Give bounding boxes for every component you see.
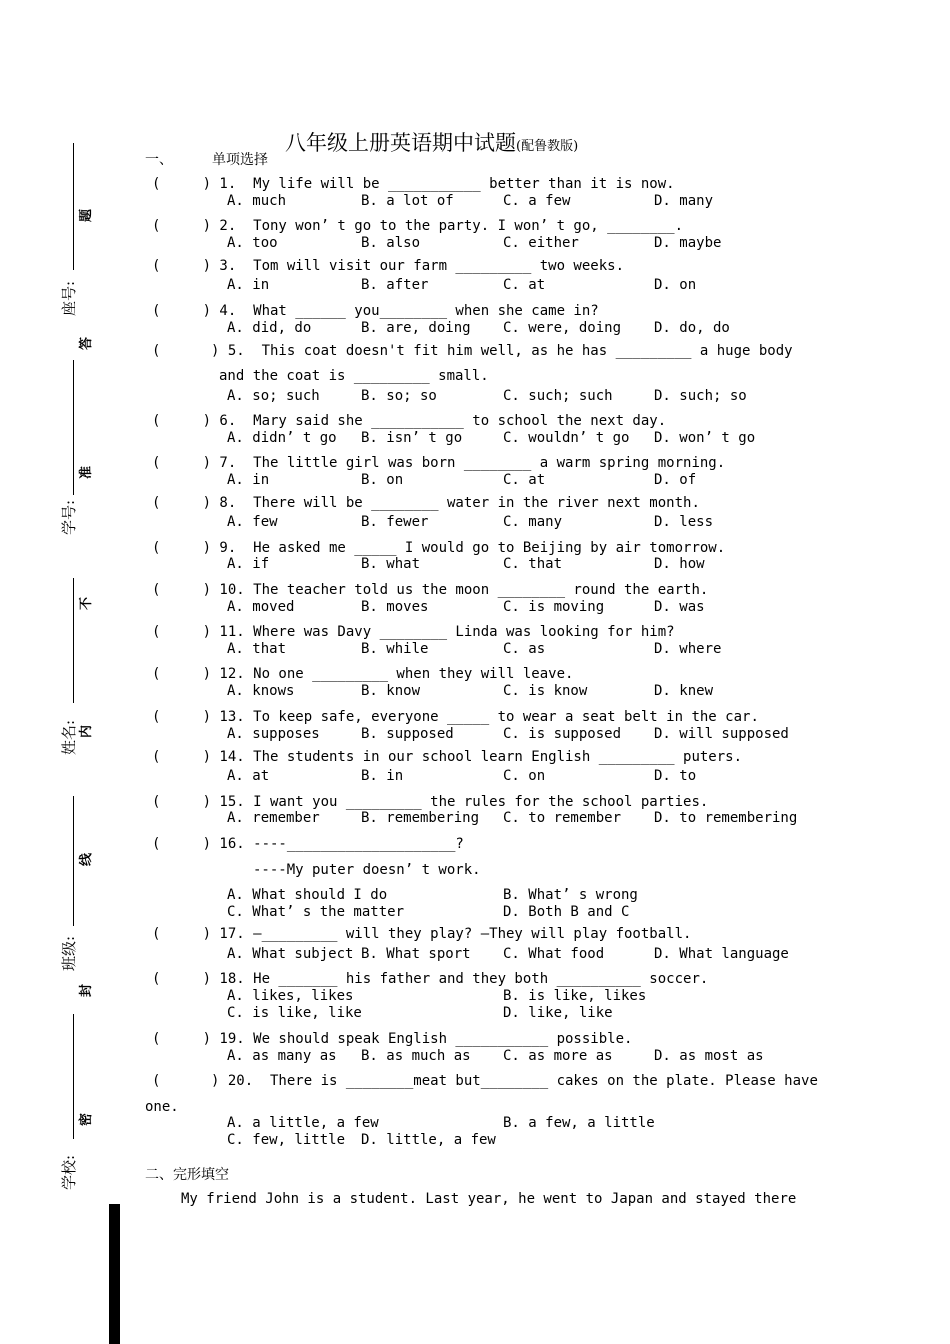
question-stem: ( ) 7. The little girl was born ________ a warm spring morning. [152, 455, 726, 471]
answer-option: A. What subject [227, 946, 354, 962]
answer-option: C. wouldn’ t go [503, 430, 630, 446]
section-two-title: 二、完形填空 [145, 1167, 229, 1183]
answer-option: D. Both B and C [503, 904, 630, 920]
answer-option: D. how [654, 556, 705, 572]
answer-option: C. What food [503, 946, 605, 962]
question-stem-continued: and the coat is _________ small. [219, 368, 489, 384]
question-stem: ( ) 13. To keep safe, everyone _____ to wear a seat belt in the car. [152, 709, 759, 725]
answer-option: B. what [361, 556, 421, 572]
title-main: 八年级上册英语期中试题 [285, 131, 516, 155]
answer-option: B. on [361, 472, 404, 488]
question-stem: ( ) 15. I want you _________ the rules for the school parties. [152, 794, 709, 810]
answer-option: C. is supposed [503, 726, 622, 742]
answer-option: A. much [227, 193, 287, 209]
answer-option: C. at [503, 472, 546, 488]
answer-option: C. to remember [503, 810, 622, 826]
answer-option: D. will supposed [654, 726, 789, 742]
question-stem: ( ) 4. What ______ you________ when she came in? [152, 303, 599, 319]
question-stem: ( ) 2. Tony won’ t go to the party. I won’ t go, ________. [152, 218, 684, 234]
answer-option: A. did, do [227, 320, 312, 336]
answer-option: B. a lot of [361, 193, 454, 209]
answer-option: C. as [503, 641, 546, 657]
seal-char: 封 [79, 983, 95, 998]
question-stem-continued: one. [145, 1099, 179, 1115]
answer-option: B. know [361, 683, 421, 699]
school-label: 学校: [60, 1154, 78, 1190]
answer-option: A. too [227, 235, 278, 251]
black-edge-bar [109, 1204, 120, 1344]
seal-char: 准 [79, 465, 95, 480]
answer-option: D. to remembering [654, 810, 798, 826]
answer-option: D. where [654, 641, 722, 657]
question-stem: ( ) 10. The teacher told us the moon ________ round the earth. [152, 582, 709, 598]
answer-option: A. a little, a few [227, 1115, 379, 1131]
cloze-passage-start: My friend John is a student. Last year, he went to Japan and stayed there [181, 1191, 797, 1207]
answer-option: C. on [503, 768, 546, 784]
question-stem: ( ) 16. ----____________________? [152, 836, 464, 852]
answer-option: B. isn’ t go [361, 430, 463, 446]
answer-option: A. so; such [227, 388, 320, 404]
question-stem: ( ) 3. Tom will visit our farm _________ two weeks. [152, 258, 625, 274]
question-stem: ( ) 6. Mary said she ___________ to school the next day. [152, 413, 667, 429]
seal-char: 答 [79, 336, 95, 351]
answer-option: A. in [227, 472, 270, 488]
answer-option: C. as more as [503, 1048, 613, 1064]
seal-char: 内 [79, 724, 95, 739]
question-stem: ( ) 5. This coat doesn't fit him well, as he has _________ a huge body [152, 343, 793, 359]
question-stem: ( ) 20. There is ________meat but________ cakes on the plate. Please have [152, 1073, 818, 1089]
answer-option: A. as many as [227, 1048, 337, 1064]
answer-option: C. many [503, 514, 563, 530]
answer-option: B. in [361, 768, 404, 784]
answer-option: B. are, doing [361, 320, 471, 336]
page-title [285, 127, 578, 157]
question-stem: ( ) 8. There will be ________ water in the river next month. [152, 495, 700, 511]
section-one-number: 一、 [145, 152, 173, 168]
answer-option: D. What language [654, 946, 789, 962]
answer-option: D. such; so [654, 388, 747, 404]
answer-option: C. that [503, 556, 563, 572]
answer-option: B. while [361, 641, 429, 657]
question-stem: ( ) 19. We should speak English ___________ possible. [152, 1031, 633, 1047]
answer-option: A. few [227, 514, 278, 530]
answer-option: B. so; so [361, 388, 437, 404]
answer-option: B. a few, a little [503, 1115, 655, 1131]
seal-char: 线 [79, 852, 95, 867]
answer-option: B. supposed [361, 726, 454, 742]
answer-option: A. remember [227, 810, 320, 826]
answer-option: A. knows [227, 683, 295, 699]
answer-option: C. at [503, 277, 546, 293]
question-stem: ( ) 1. My life will be ___________ better than it is now. [152, 176, 675, 192]
margin-line [73, 796, 74, 926]
student-id-label: 学号: [60, 499, 78, 535]
answer-option: C. is know [503, 683, 588, 699]
answer-option: C. a few [503, 193, 571, 209]
answer-option: D. maybe [654, 235, 722, 251]
answer-option: D. little, a few [361, 1132, 496, 1148]
question-stem: ( ) 12. No one _________ when they will leave. [152, 666, 574, 682]
answer-option: D. less [654, 514, 714, 530]
answer-option: A. moved [227, 599, 295, 615]
seal-char: 题 [79, 208, 95, 223]
name-label: 姓名: [60, 719, 78, 755]
answer-option: D. many [654, 193, 714, 209]
answer-option: A. What should I do [227, 887, 388, 903]
answer-option: D. of [654, 472, 697, 488]
seal-char: 不 [79, 596, 95, 611]
answer-option: D. knew [654, 683, 714, 699]
answer-option: C. either [503, 235, 579, 251]
answer-option: A. if [227, 556, 270, 572]
answer-option: A. didn’ t go [227, 430, 337, 446]
section-one-title: 单项选择 [212, 152, 268, 168]
margin-line [73, 143, 74, 270]
answer-option: B. after [361, 277, 429, 293]
answer-option: A. likes, likes [227, 988, 354, 1004]
answer-option: B. fewer [361, 514, 429, 530]
answer-option: B. What sport [361, 946, 471, 962]
answer-option: C. were, doing [503, 320, 622, 336]
question-stem: ( ) 9. He asked me _____ I would go to Beijing by air tomorrow. [152, 540, 726, 556]
answer-option: D. on [654, 277, 697, 293]
answer-option: D. won’ t go [654, 430, 756, 446]
answer-option: A. that [227, 641, 287, 657]
title-edition: (配鲁教版) [516, 139, 579, 154]
answer-option: C. such; such [503, 388, 613, 404]
answer-option: A. at [227, 768, 270, 784]
answer-option: B. remembering [361, 810, 480, 826]
answer-option: D. to [654, 768, 697, 784]
answer-option: D. like, like [503, 1005, 613, 1021]
answer-option: D. do, do [654, 320, 730, 336]
answer-option: B. as much as [361, 1048, 471, 1064]
question-stem: ( ) 17. —_________ will they play? —They will play football. [152, 926, 692, 942]
answer-option: A. supposes [227, 726, 320, 742]
class-label: 班级: [60, 935, 78, 971]
margin-line [73, 360, 74, 495]
answer-option: C. few, little [227, 1132, 346, 1148]
answer-option: B. What’ s wrong [503, 887, 638, 903]
answer-option: B. is like, likes [503, 988, 647, 1004]
question-stem: ( ) 11. Where was Davy ________ Linda was looking for him? [152, 624, 675, 640]
question-stem-continued: ----My puter doesn’ t work. [253, 862, 481, 878]
seal-char: 密 [79, 1112, 95, 1127]
seat-number-label: 座号: [60, 280, 78, 316]
margin-line [73, 1014, 74, 1139]
answer-option: C. What’ s the matter [227, 904, 405, 920]
answer-option: B. also [361, 235, 421, 251]
answer-option: C. is like, like [227, 1005, 362, 1021]
question-stem: ( ) 18. He _______ his father and they both __________ soccer. [152, 971, 709, 987]
question-stem: ( ) 14. The students in our school learn English _________ puters. [152, 749, 743, 765]
answer-option: D. was [654, 599, 705, 615]
answer-option: B. moves [361, 599, 429, 615]
answer-option: D. as most as [654, 1048, 764, 1064]
answer-option: A. in [227, 277, 270, 293]
margin-line [73, 578, 74, 703]
answer-option: C. is moving [503, 599, 605, 615]
